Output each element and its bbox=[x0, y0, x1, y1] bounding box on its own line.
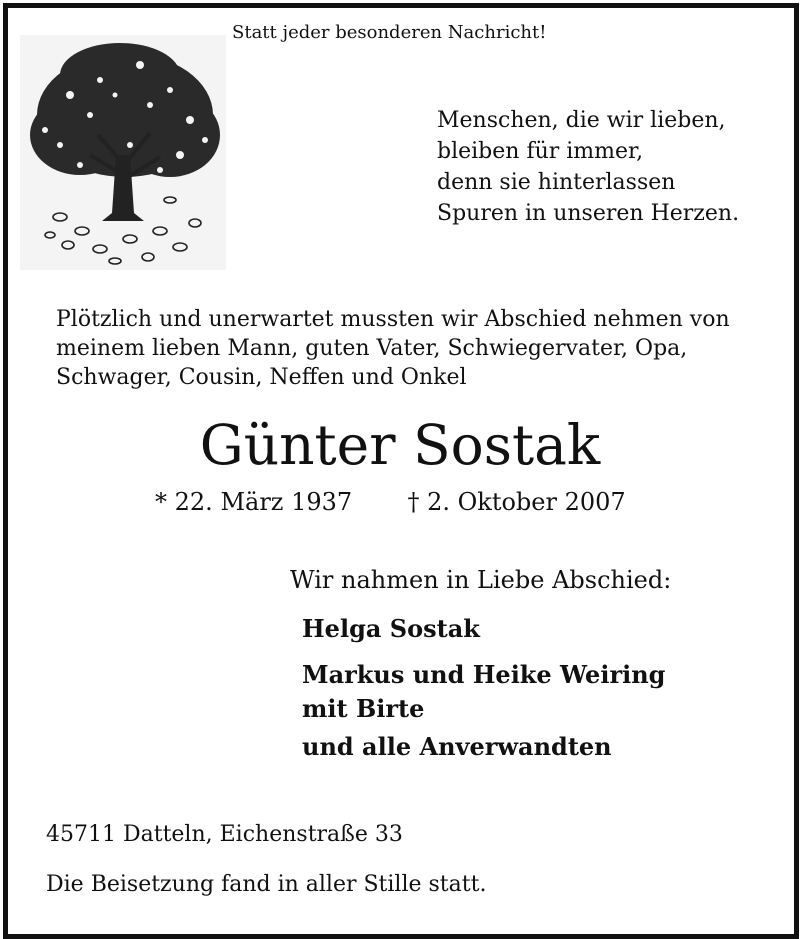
poem-line: Spuren in unseren Herzen. bbox=[437, 201, 740, 226]
life-dates bbox=[155, 486, 626, 518]
poem-line: denn sie hinterlassen bbox=[437, 170, 676, 195]
intro-text bbox=[56, 305, 730, 392]
deceased-name: Günter Sostak bbox=[199, 413, 601, 477]
mourner-entry: Markus und Heike Weiring bbox=[302, 660, 666, 689]
intro-line: Plötzlich und unerwartet mussten wir Abschied nehmen von bbox=[56, 307, 730, 332]
poem-line: Menschen, die wir lieben, bbox=[437, 108, 726, 133]
farewell-line: Wir nahmen in Liebe Abschied: bbox=[290, 566, 672, 594]
mourners-list bbox=[302, 612, 665, 764]
poem bbox=[437, 105, 739, 229]
address: 45711 Datteln, Eichenstraße 33 bbox=[46, 822, 403, 847]
intro-line: Schwager, Cousin, Neffen und Onkel bbox=[56, 365, 467, 390]
death-cross-icon: † bbox=[407, 488, 420, 516]
mourner-entry: und alle Anverwandten bbox=[302, 732, 612, 761]
tree-illustration bbox=[20, 35, 226, 270]
poem-line: bleiben für immer, bbox=[437, 139, 644, 164]
mourner-entry: mit Birte bbox=[302, 694, 425, 723]
headline: Statt jeder besonderen Nachricht! bbox=[232, 22, 547, 43]
death-date: 2. Oktober 2007 bbox=[427, 488, 626, 516]
burial-note: Die Beisetzung fand in aller Stille statt. bbox=[46, 872, 487, 897]
intro-line: meinem lieben Mann, guten Vater, Schwiegervater, Opa, bbox=[56, 336, 688, 361]
birth-star-icon: * bbox=[155, 488, 167, 516]
birth-date: 22. März 1937 bbox=[174, 488, 353, 516]
mourner-entry: Helga Sostak bbox=[302, 614, 480, 643]
